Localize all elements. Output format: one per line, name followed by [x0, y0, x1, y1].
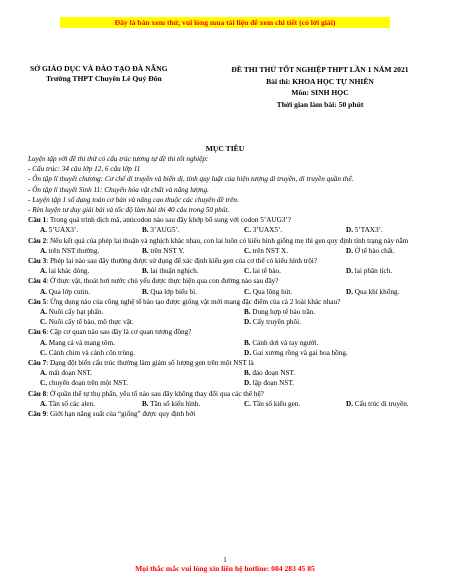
question-stem — [28, 215, 436, 225]
answer-text: chuyển đoạn trên một NST. — [47, 379, 128, 388]
answer-text: 3’UAX5’. — [251, 226, 283, 235]
question-item — [28, 327, 436, 358]
question-text: : Trong quá trình dịch mã, anticodon nào sau đây khớp bổ sung với codon 5’AUG3’? — [46, 216, 291, 225]
question-item — [28, 389, 436, 409]
answer-letter: C. — [244, 246, 251, 255]
objective-line: - Ôn tập lí thuyết Sinh 11: Chuyển hóa vật chất và năng lượng. — [28, 185, 209, 194]
answer-option[interactable] — [28, 338, 232, 348]
question-stem — [28, 327, 436, 337]
answer-text: Tần số kiểu hình. — [148, 399, 201, 408]
question-text: : Giới hạn năng suất của “giống” được quy định bởi — [46, 410, 196, 419]
answer-text: Tần số các alen. — [47, 399, 95, 408]
question-number: Câu 1 — [28, 216, 47, 225]
answer-letter: B. — [142, 246, 149, 255]
answer-option[interactable] — [334, 287, 436, 297]
answer-letter: B. — [142, 267, 149, 276]
answer-option[interactable] — [334, 399, 436, 409]
answer-text: đảo đoạn NST. — [250, 369, 296, 378]
answer-option[interactable] — [232, 287, 334, 297]
answer-row — [28, 399, 436, 409]
section-title: MỤC TIÊU — [205, 144, 245, 153]
question-item — [28, 215, 436, 235]
question-stem — [28, 276, 436, 286]
answer-option[interactable] — [28, 348, 232, 358]
question-text: : Ở thực vật, thoát hơi nước chủ yếu được thực hiện qua con đường nào sau đây? — [46, 277, 279, 286]
answer-text: Tần số kiểu gen. — [251, 399, 301, 408]
answer-letter: D. — [244, 379, 251, 388]
question-stem — [28, 409, 436, 419]
answer-option[interactable] — [232, 399, 334, 409]
document-body — [28, 154, 436, 419]
answer-letter: C. — [244, 287, 251, 296]
objective-line: - Ôn tập lí thuyết chương: Cơ chế di truyền và biến dị, tính quy luật của hiện tượng di truyền, di truyền quần thể. — [28, 175, 354, 184]
answer-letter: B. — [142, 287, 149, 296]
answer-letter: B. — [244, 338, 251, 347]
answer-option[interactable] — [28, 399, 130, 409]
answer-letter: A. — [40, 369, 47, 378]
answer-option[interactable] — [232, 338, 436, 348]
exam-header — [200, 64, 440, 110]
answer-letter: C. — [40, 379, 47, 388]
answer-text: 5’UAX3’. — [47, 226, 79, 235]
answer-text: Cấu trúc di truyền. — [353, 399, 409, 408]
answer-row — [28, 266, 436, 276]
objective-line: - Luyện tập 1 số dạng toán cơ bản và nâng cao thuộc các chuyên đề trên. — [28, 195, 239, 204]
answer-option[interactable] — [232, 307, 436, 317]
school-name: Trường THPT Chuyên Lê Quý Đôn — [46, 74, 162, 83]
answer-text: Cấy truyền phôi. — [251, 318, 301, 327]
preview-banner: Đây là bản xem thử, vui lòng mua tài liệu để xem chi tiết (có lời giải) — [60, 17, 390, 28]
answer-letter: A. — [40, 226, 47, 235]
answer-option[interactable] — [130, 399, 232, 409]
answer-letter: A. — [40, 399, 47, 408]
answer-letter: B. — [142, 399, 149, 408]
answer-letter: A. — [40, 246, 47, 255]
answer-letter: B. — [142, 226, 149, 235]
answer-letter: B. — [244, 308, 251, 317]
answer-option[interactable] — [232, 317, 436, 327]
answer-option[interactable] — [28, 368, 232, 378]
question-number: Câu 7 — [28, 359, 47, 368]
answer-letter: D. — [346, 246, 353, 255]
answer-text: Gai xương rồng và gai hoa hồng. — [251, 348, 348, 357]
question-item — [28, 409, 436, 419]
answer-text: Dung hợp tế bào trần. — [250, 308, 316, 317]
answer-option[interactable] — [232, 225, 334, 235]
exam-subject-group: Bài thi: KHOA HỌC TỰ NHIÊN — [266, 76, 374, 86]
answer-text: Cánh chim và cánh côn trùng. — [47, 348, 136, 357]
question-number: Câu 6 — [28, 328, 47, 337]
hotline-footer: Mọi thắc mắc vui lòng xin liên hệ hotline: 084 283 45 85 — [135, 564, 315, 573]
answer-option[interactable] — [232, 266, 334, 276]
question-item — [28, 297, 436, 328]
answer-letter: D. — [244, 348, 251, 357]
exam-title: ĐỀ THI THỬ TỐT NGHIỆP THPT LẦN 1 NĂM 2021 — [231, 65, 409, 74]
answer-option[interactable] — [28, 246, 130, 256]
answer-option[interactable] — [28, 378, 232, 388]
question-item — [28, 236, 436, 256]
answer-text: lai khác dòng. — [47, 267, 90, 276]
answer-letter: A. — [40, 338, 47, 347]
answer-letter: C. — [40, 348, 47, 357]
objective-line: - Rèn luyện tư duy giải bài và tốc độ làm bài thi 40 câu trong 50 phút. — [28, 206, 230, 215]
answer-row — [28, 368, 436, 378]
answer-option[interactable] — [28, 307, 232, 317]
answer-text: Qua lớp cutin. — [47, 287, 90, 296]
answer-text: lặp đoạn NST. — [251, 379, 294, 388]
answer-text: trên NST Y. — [148, 246, 185, 255]
question-text: : Cặp cơ quan nào sau đây là cơ quan tương đồng? — [46, 328, 192, 337]
answer-option[interactable] — [232, 378, 436, 388]
answer-text: Qua khí khổng. — [353, 287, 400, 296]
question-list — [28, 215, 436, 419]
answer-letter: A. — [40, 308, 47, 317]
answer-letter: C. — [244, 226, 251, 235]
answer-text: Ở tế bào chất. — [353, 246, 395, 255]
answer-text: trên NST thường. — [47, 246, 100, 255]
question-item — [28, 358, 436, 389]
answer-letter: D. — [346, 287, 353, 296]
question-number: Câu 5 — [28, 297, 47, 306]
question-text: : Nếu kết quả của phép lai thuận và nghịch khác nhau, con lai luôn có kiểu hình giống mẹ thì gen quy định tính trạng này nằm — [46, 236, 409, 245]
answer-row — [28, 378, 436, 388]
answer-row — [28, 246, 436, 256]
answer-letter: D. — [346, 267, 353, 276]
answer-text: Mang cá và mang tôm. — [47, 338, 115, 347]
answer-option[interactable] — [334, 266, 436, 276]
answer-option[interactable] — [28, 225, 130, 235]
answer-option[interactable] — [28, 266, 130, 276]
question-number: Câu 8 — [28, 389, 47, 398]
answer-option[interactable] — [130, 246, 232, 256]
answer-option[interactable] — [232, 368, 436, 378]
answer-text: lai tế bào. — [251, 267, 281, 276]
question-stem — [28, 236, 436, 246]
question-number: Câu 3 — [28, 257, 47, 266]
answer-letter: C. — [244, 399, 251, 408]
department-name: SỞ GIÁO DỤC VÀ ĐÀO TẠO ĐÀ NẴNG — [30, 64, 168, 73]
answer-option[interactable] — [334, 246, 436, 256]
question-stem — [28, 389, 436, 399]
answer-letter: B. — [244, 369, 251, 378]
answer-text: Qua lông hút. — [251, 287, 293, 296]
answer-text: Nuôi cấy hạt phấn. — [47, 308, 104, 317]
answer-option[interactable] — [28, 287, 130, 297]
objective-line: - Cấu trúc: 34 câu lớp 12, 6 câu lớp 11 — [28, 165, 141, 174]
question-text: : Ở quần thể tự thụ phấn, yếu tố nào sau đây không thay đổi qua các thế hệ? — [46, 389, 264, 398]
answer-option[interactable] — [232, 246, 334, 256]
answer-text: lai thuận nghịch. — [148, 267, 199, 276]
question-item — [28, 276, 436, 296]
answer-letter: C. — [244, 267, 251, 276]
answer-letter: D. — [346, 399, 353, 408]
answer-text: 3’AUG5’. — [148, 226, 180, 235]
question-text: : Dạng đột biến cấu trúc thường làm giảm số lượng gen trên một NST là — [46, 359, 254, 368]
question-item — [28, 256, 436, 276]
answer-text: Qua lớp biểu bì. — [148, 287, 197, 296]
question-stem — [28, 256, 436, 266]
question-text: : Phép lai nào sau đây thường được sử dụng để xác định kiểu gen của cơ thể có kiểu hình trội? — [46, 257, 317, 266]
page-number: 1 — [223, 556, 227, 564]
answer-row — [28, 225, 436, 235]
answer-text: 5’TAX3’. — [353, 226, 383, 235]
answer-option[interactable] — [130, 266, 232, 276]
question-text: : Ứng dụng nào của công nghệ tế bào tạo được giống vật mới mang đặc điểm của cả 2 loài khác nhau? — [46, 297, 341, 306]
answer-text: Nuôi cấy tế bào, mô thực vật. — [47, 318, 134, 327]
answer-letter: A. — [40, 267, 47, 276]
answer-row — [28, 348, 436, 358]
question-number: Câu 2 — [28, 236, 47, 245]
exam-duration: Thời gian làm bài: 50 phút — [276, 99, 364, 109]
answer-text: mất đoạn NST. — [47, 369, 92, 378]
answer-letter: D. — [346, 226, 353, 235]
answer-text: trên NST X. — [251, 246, 289, 255]
answer-option[interactable] — [130, 287, 232, 297]
answer-row — [28, 307, 436, 317]
question-stem — [28, 297, 436, 307]
objectives-list — [28, 154, 436, 215]
answer-row — [28, 317, 436, 327]
answer-option[interactable] — [334, 225, 436, 235]
question-stem — [28, 358, 436, 368]
objective-line: Luyện tập với đề thi thử có cấu trúc tương tự đề thi tốt nghiệp: — [28, 155, 209, 163]
answer-option[interactable] — [232, 348, 436, 358]
question-number: Câu 9 — [28, 410, 47, 419]
answer-option[interactable] — [28, 317, 232, 327]
answer-row — [28, 338, 436, 348]
answer-text: lai phân tích. — [353, 267, 393, 276]
answer-text: Cánh dơi và tay người. — [250, 338, 319, 347]
question-number: Câu 4 — [28, 277, 47, 286]
answer-option[interactable] — [130, 225, 232, 235]
answer-letter: C. — [40, 318, 47, 327]
answer-letter: A. — [40, 287, 47, 296]
answer-letter: D. — [244, 318, 251, 327]
answer-row — [28, 287, 436, 297]
exam-subject: Môn: SINH HỌC — [291, 88, 349, 97]
